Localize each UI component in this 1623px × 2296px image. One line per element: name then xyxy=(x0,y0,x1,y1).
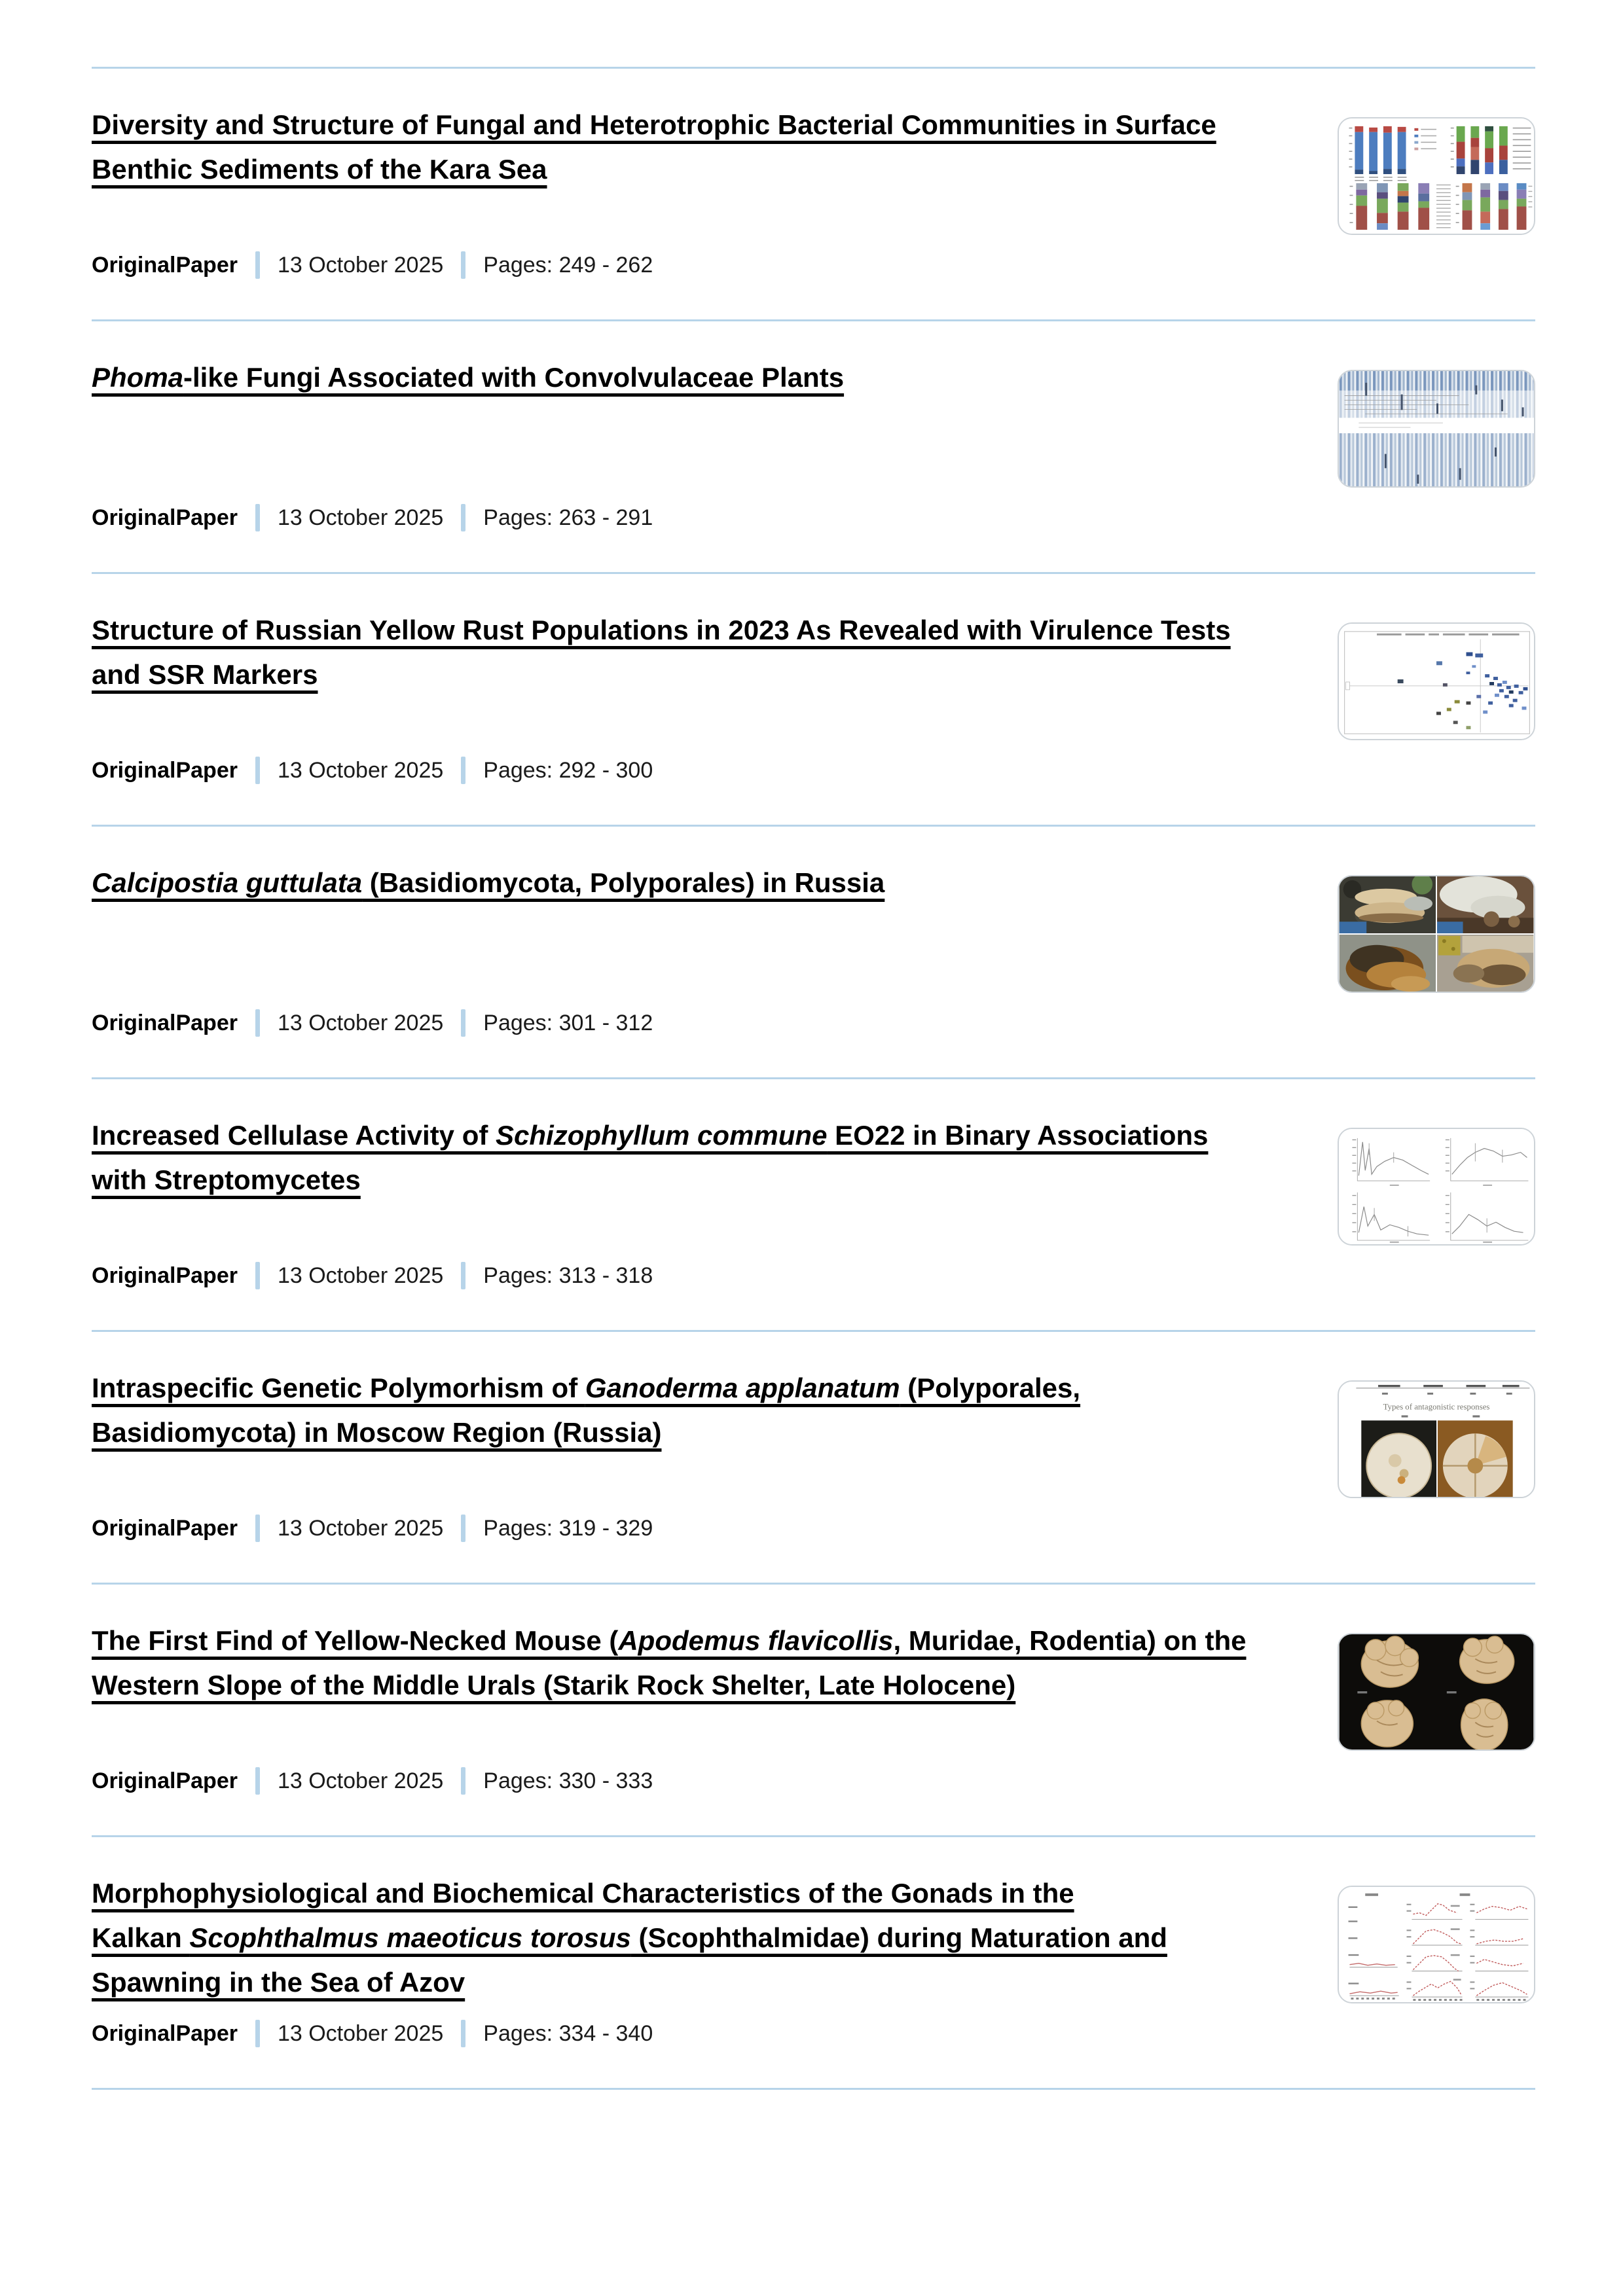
red-line-charts-image xyxy=(1339,1887,1534,2002)
article-title-link[interactable] xyxy=(92,321,1375,400)
article-type-label: OriginalPaper xyxy=(92,2020,238,2046)
article-date: 13 October 2025 xyxy=(277,1263,444,1288)
article-entry xyxy=(92,67,1535,319)
article-entry xyxy=(92,1835,1535,2088)
title-segment: Diversity and Structure of Fungal and Heterotrophic Bacterial Communities in Surface xyxy=(92,109,1216,140)
article-title-link[interactable] xyxy=(92,574,1375,697)
title-segment: Kalkan xyxy=(92,1922,190,1953)
article-pages: Pages: 330 - 333 xyxy=(483,1768,653,1793)
title-segment: Structure of Russian Yellow Rust Populations in 2023 As Revealed with Virulence Tests xyxy=(92,615,1231,645)
article-thumbnail[interactable] xyxy=(1338,622,1535,740)
article-date: 13 October 2025 xyxy=(277,1768,444,1793)
petri-dish-photos-image xyxy=(1339,1382,1534,1497)
article-pages: Pages: 319 - 329 xyxy=(483,1515,653,1541)
title-segment: with Streptomycetes xyxy=(92,1164,361,1195)
article-pages: Pages: 292 - 300 xyxy=(483,757,653,783)
title-segment: Increased Cellulase Activity of xyxy=(92,1120,496,1151)
title-segment: -like Fungi Associated with Convolvulaceae Plants xyxy=(183,362,845,393)
meta-separator xyxy=(461,1767,465,1795)
article-pages: Pages: 249 - 262 xyxy=(483,252,653,278)
article-entry xyxy=(92,1583,1535,1835)
article-type-label: OriginalPaper xyxy=(92,252,238,278)
article-meta xyxy=(92,1515,653,1542)
article-pages: Pages: 313 - 318 xyxy=(483,1263,653,1288)
title-segment: (Scophthalmidae) during Maturation and xyxy=(630,1922,1167,1953)
title-segment: , Muridae, Rodentia) on the xyxy=(893,1625,1247,1656)
article-type-label: OriginalPaper xyxy=(92,1768,238,1793)
thumbnail-caption: Types of antagonistic responses xyxy=(1383,1402,1490,1412)
article-meta xyxy=(92,504,653,531)
article-thumbnail[interactable] xyxy=(1338,1633,1535,1751)
meta-separator xyxy=(461,1515,465,1542)
title-segment: (Polyporales, xyxy=(900,1372,1081,1403)
meta-separator xyxy=(255,251,260,279)
article-meta xyxy=(92,1262,653,1289)
article-type-label: OriginalPaper xyxy=(92,1010,238,1035)
article-date: 13 October 2025 xyxy=(277,252,444,278)
title-italic-segment: Calcipostia guttulata xyxy=(92,867,363,898)
article-entry xyxy=(92,572,1535,825)
title-italic-segment: Phoma xyxy=(92,362,184,393)
article-title-link[interactable] xyxy=(92,1079,1375,1202)
article-thumbnail[interactable] xyxy=(1338,1128,1535,1246)
article-type-label: OriginalPaper xyxy=(92,1515,238,1541)
article-meta xyxy=(92,2020,653,2047)
article-type-label: OriginalPaper xyxy=(92,505,238,530)
article-title-link[interactable] xyxy=(92,1585,1375,1708)
title-segment: Intraspecific Genetic Polymorhism of xyxy=(92,1372,585,1403)
journal-issue-page xyxy=(92,0,1535,2090)
meta-separator xyxy=(255,1009,260,1037)
title-segment: Morphophysiological and Biochemical Characteristics of the Gonads in the xyxy=(92,1878,1074,1909)
article-thumbnail[interactable] xyxy=(1338,370,1535,488)
article-title-link[interactable] xyxy=(92,69,1375,192)
article-thumbnail[interactable] xyxy=(1338,1886,1535,2003)
meta-separator xyxy=(255,1767,260,1795)
title-segment: EO22 in Binary Associations xyxy=(827,1120,1209,1151)
meta-separator xyxy=(255,1262,260,1289)
article-entry xyxy=(92,825,1535,1077)
title-italic-segment: Schizophyllum commune xyxy=(496,1120,828,1151)
title-segment: The First Find of Yellow-Necked Mouse ( xyxy=(92,1625,619,1656)
mouse-teeth-photos-image xyxy=(1339,1634,1534,1749)
meta-separator xyxy=(255,757,260,784)
article-date: 13 October 2025 xyxy=(277,2020,444,2046)
meta-separator xyxy=(461,1262,465,1289)
meta-separator xyxy=(461,251,465,279)
article-entry xyxy=(92,1330,1535,1583)
stacked-bar-charts-image xyxy=(1339,118,1534,234)
article-title-link[interactable] xyxy=(92,1332,1375,1455)
article-meta xyxy=(92,1767,653,1795)
scatter-plot-image xyxy=(1339,624,1534,739)
article-pages: Pages: 334 - 340 xyxy=(483,2020,653,2046)
article-pages: Pages: 263 - 291 xyxy=(483,505,653,530)
article-date: 13 October 2025 xyxy=(277,757,444,783)
meta-separator xyxy=(255,1515,260,1542)
title-segment: (Basidiomycota, Polyporales) in Russia xyxy=(362,867,885,898)
title-italic-segment: Ganoderma applanatum xyxy=(585,1372,900,1403)
article-type-label: OriginalPaper xyxy=(92,757,238,783)
article-title-link[interactable] xyxy=(92,827,1375,905)
article-title-link[interactable] xyxy=(92,1837,1375,2005)
article-meta xyxy=(92,1009,653,1037)
article-entry xyxy=(92,1077,1535,1330)
title-italic-segment: Scophthalmus maeoticus torosus xyxy=(189,1922,631,1953)
article-thumbnail[interactable] xyxy=(1338,117,1535,235)
title-segment: Basidiomycota) in Moscow Region (Russia) xyxy=(92,1417,662,1448)
article-pages: Pages: 301 - 312 xyxy=(483,1010,653,1035)
meta-separator xyxy=(255,2020,260,2047)
article-entry xyxy=(92,319,1535,572)
title-segment: Benthic Sediments of the Kara Sea xyxy=(92,154,547,185)
title-segment: Spawning in the Sea of Azov xyxy=(92,1967,465,1998)
meta-separator xyxy=(255,504,260,531)
fungi-photos-image xyxy=(1339,876,1534,992)
article-meta xyxy=(92,757,653,784)
meta-separator xyxy=(461,504,465,531)
article-type-label: OriginalPaper xyxy=(92,1263,238,1288)
article-date: 13 October 2025 xyxy=(277,1010,444,1035)
phylogenetic-stripes-image xyxy=(1339,371,1534,486)
meta-separator xyxy=(461,757,465,784)
article-thumbnail[interactable] xyxy=(1338,1380,1535,1498)
title-italic-segment: Apodemus flavicollis xyxy=(618,1625,894,1656)
meta-separator xyxy=(461,2020,465,2047)
article-date: 13 October 2025 xyxy=(277,1515,444,1541)
article-meta xyxy=(92,251,653,279)
grey-line-charts-image xyxy=(1339,1129,1534,1244)
article-list xyxy=(92,67,1535,2090)
title-segment: Western Slope of the Middle Urals (Starik Rock Shelter, Late Holocene) xyxy=(92,1670,1016,1700)
title-segment: and SSR Markers xyxy=(92,659,318,690)
meta-separator xyxy=(461,1009,465,1037)
article-date: 13 October 2025 xyxy=(277,505,444,530)
article-thumbnail[interactable] xyxy=(1338,875,1535,993)
